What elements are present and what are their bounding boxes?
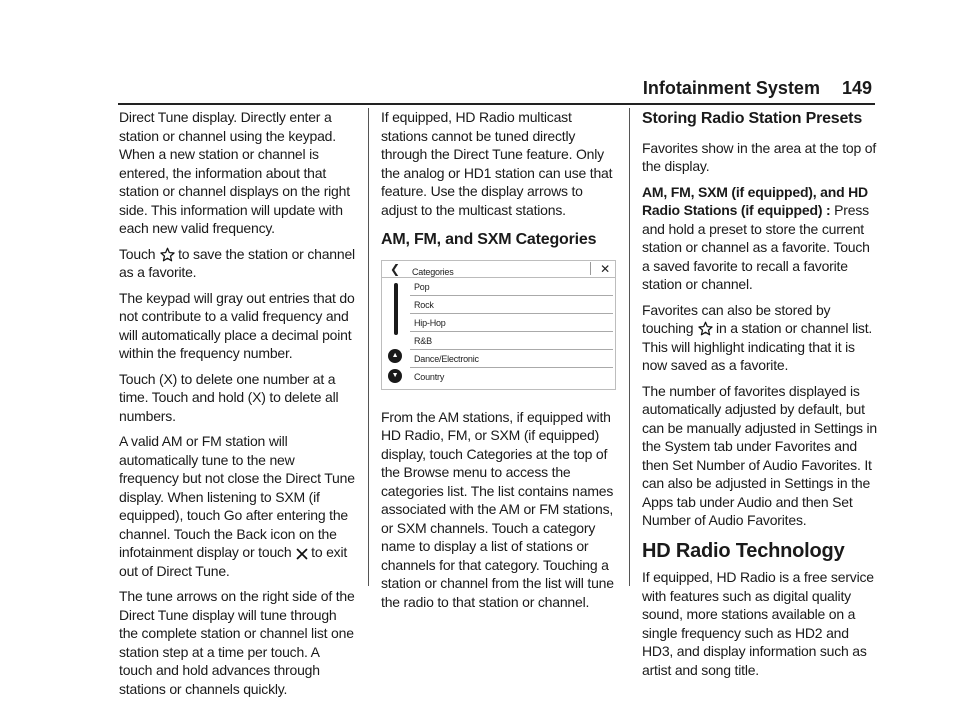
paragraph: Touch to save the station or channel as a favorite. — [119, 245, 355, 280]
close-icon — [296, 548, 308, 560]
paragraph: The tune arrows on the right side of the Direct Tune display will tune through the complete station or channel list one station step at a time per touch. A touch and hold advances through stations or channels quickly. — [119, 588, 355, 697]
section-heading: AM, FM, and SXM Categories — [381, 231, 597, 248]
section-heading: HD Radio Technology — [642, 539, 845, 562]
paragraph: If equipped, HD Radio is a free service with features such as digital quality sound, more stations available on a single frequency such as HD2 and HD3, and display information such as artist and song title. — [642, 569, 874, 678]
column-3 — [642, 108, 878, 686]
column-divider — [368, 108, 369, 586]
section-heading: Storing Radio Station Presets — [642, 110, 863, 127]
paragraph: If equipped, HD Radio multicast stations cannot be tuned directly through the Direct Tune feature. Only the analog or HD1 station can use that feature. Use the display arrows to adjust to the multicast stations. — [381, 109, 613, 218]
scrollbar[interactable] — [394, 283, 398, 335]
paragraph: The number of favorites displayed is automatically adjusted by default, but can be manually adjusted in Settings in the System tab under Favorites and then Set Number of Audio Favorites. It can also be adjusted in Settings in the Apps tab under Audio and then Set Number of Audio Favorites. — [642, 382, 878, 528]
page-header — [643, 78, 872, 99]
category-item[interactable]: R&B — [410, 332, 613, 350]
paragraph: AM, FM, SXM (if equipped), and HD Radio Stations (if equipped) : Press and hold a preset to store the current station or channel as a favorite. Touch a saved favorite to recall a favorite station or channel. — [642, 183, 870, 292]
divider — [590, 262, 591, 275]
bold-label: AM, FM, SXM (if equipped), and HD Radio Stations (if equipped) : — [642, 183, 868, 218]
header-rule — [118, 103, 875, 105]
column-1 — [119, 108, 355, 705]
star-icon — [160, 247, 175, 262]
paragraph: Favorites show in the area at the top of the display. — [642, 139, 877, 174]
paragraph: From the AM stations, if equipped with HD Radio, FM, or SXM (if equipped) display, touch Categories at the top of the Browse menu to access the categories list. The list contains names associated with the AM or FM stations, or SXM channels. Touch a category name to display a list of stations or channels for that category. Touching a station or channel from the list will tune the radio to that station or channel. — [381, 408, 614, 610]
star-icon — [698, 321, 713, 336]
paragraph: Direct Tune display. Directly enter a station or channel using the keypad. When a new station or channel is entered, the information about that station or channel displays on the right side. This information will update with each new valid frequency. — [119, 109, 350, 236]
page-number: 149 — [841, 78, 872, 98]
category-item[interactable]: Dance/Electronic — [410, 350, 613, 368]
column-divider — [629, 108, 630, 586]
scroll-up-icon[interactable]: ▲ — [388, 349, 402, 363]
paragraph: Touch (X) to delete one number at a time. Touch and hold (X) to delete all numbers. — [119, 370, 339, 424]
column-2 — [381, 108, 617, 618]
category-item[interactable]: Rock — [410, 296, 613, 314]
category-item[interactable]: Pop — [410, 278, 613, 296]
section-title: Infotainment System — [642, 78, 820, 98]
screen-header — [382, 261, 615, 278]
category-list — [410, 278, 613, 385]
category-item[interactable]: Country — [414, 371, 445, 382]
categories-screen — [381, 260, 616, 390]
close-icon[interactable]: ✕ — [600, 261, 610, 276]
back-icon[interactable]: ❮ — [390, 261, 400, 276]
paragraph: A valid AM or FM station will automatically tune to the new frequency but not close the Direct Tune display. When listening to SXM (if equipped), touch Go after entering the channel. Touch the Back icon on the infotainment display or touch to exit out of Direct Tune. — [119, 433, 355, 579]
paragraph: The keypad will gray out entries that do not contribute to a valid frequency and will automatically place a decimal point within the frequency number. — [119, 289, 355, 361]
paragraph: Favorites can also be stored by touching in a station or channel list. This will highlight indicating that it is now saved as a favorite. — [642, 301, 873, 373]
screen-title: Categories — [412, 266, 454, 277]
scroll-down-icon[interactable]: ▼ — [388, 369, 402, 383]
category-item[interactable]: Hip-Hop — [410, 314, 613, 332]
